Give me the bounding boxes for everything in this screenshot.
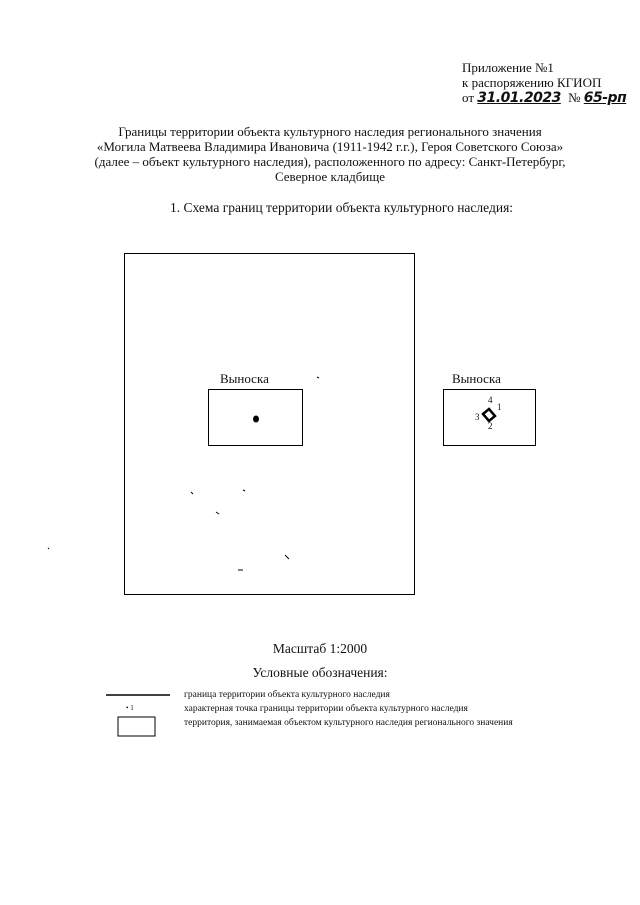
legend-point-symbol: • 1 [126,704,134,712]
title-line4: Северное кладбище [274,169,386,184]
section-heading: 1. Схема границ территории объекта культурного наследия: [170,200,514,215]
legend-item-point-text: характерная точка границы территории объекта культурного наследия [184,704,468,714]
legend-title: Условные обозначения: [252,665,388,680]
title-line1: Границы территории объекта культурного наследия регионального значения [118,124,542,139]
map-minor-marks [48,377,319,570]
title-line3: (далее – объект культурного наследия), расположенного по адресу: Санкт-Петербург, [94,154,566,169]
appendix-number: 65-рп [583,90,627,106]
legend-rect-symbol [118,717,155,736]
boundary-point-label-1: 1 [497,402,502,412]
title-line2: «Могила Матвеева Владимира Ивановича (1911-1942 г.г.), Героя Советского Союза» [96,139,564,154]
appendix-from-prefix: от [462,90,475,105]
boundary-point-label-3: 3 [475,412,480,422]
scale-label: Масштаб 1:2000 [272,641,368,656]
object-marker [253,416,259,423]
boundary-point-label-4: 4 [488,395,493,405]
callout-detail-label: Выноска [452,371,501,386]
boundary-point-label-2: 2 [488,421,493,431]
appendix-line1: Приложение №1 [462,60,554,75]
object-boundary-polygon [483,409,495,421]
appendix-number-sign: № [568,90,581,105]
callout-main-label: Выноска [220,371,269,386]
appendix-line2: к распоряжению КГИОП [462,75,602,90]
appendix-date: 31.01.2023 [477,90,561,106]
legend-item-boundary-text: граница территории объекта культурного наследия [184,690,390,700]
legend-item-territory-text: территория, занимаемая объектом культурного наследия регионального значения [184,718,513,728]
